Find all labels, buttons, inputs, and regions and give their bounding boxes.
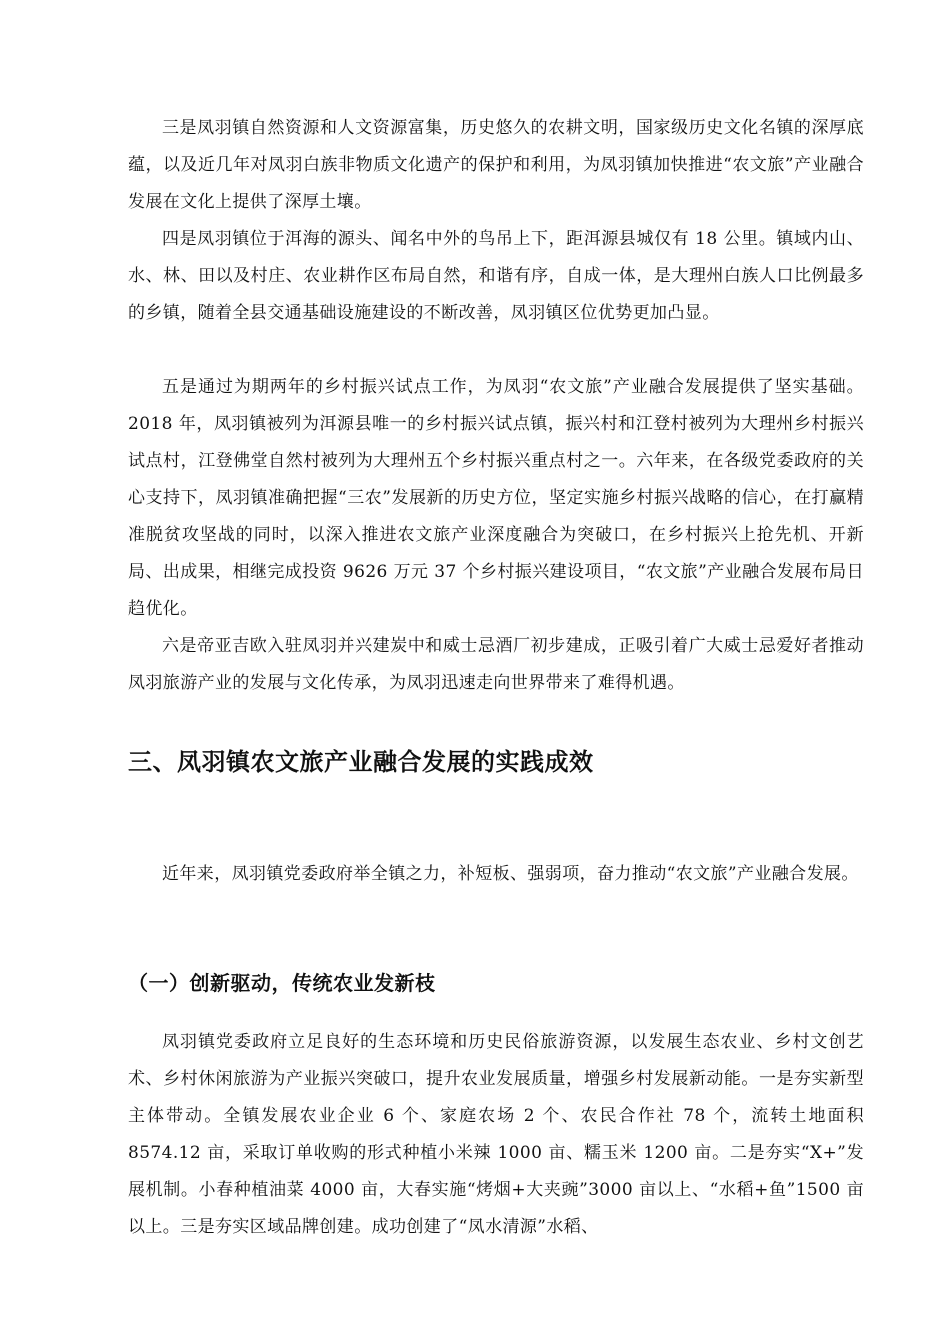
subsection-heading: （一）创新驱动，传统农业发新枝 (128, 971, 436, 995)
paragraph-location: 四是凤羽镇位于洱海的源头、闻名中外的鸟吊上下，距洱源县城仅有 18 公里。镇域内山、水、林、田以及村庄、农业耕作区布局自然，和谐有序，自成一体，是大理州白族人口比例最多的乡镇，随着全县交通基础设施建设的不断改善，凤羽镇区位优势更加凸显。 (128, 229, 864, 323)
subsection-paragraph: 凤羽镇党委政府立足良好的生态环境和历史民俗旅游资源，以发展生态农业、乡村文创艺术、乡村休闲旅游为产业振兴突破口，提升农业发展质量，增强乡村发展新动能。一是夯实新型主体带动。全镇发展农业企业 6 个、家庭农场 2 个、农民合作社 78 个，流转土地面积 8574.12 亩，采取订单收购的形式种植小米辣 1000 亩、糯玉米 1200 亩。二是夯实“X+”发展机制。小春种植油菜 4000 亩，大春实施“烤烟+大夹豌”3000 亩以上、“水稻+鱼”1500 亩以上。三是夯实区域品牌创建。成功创建了“凤水清源”水稻、 (128, 1032, 864, 1237)
paragraph-pilot: 五是通过为期两年的乡村振兴试点工作，为凤羽“农文旅”产业融合发展提供了坚实基础。2018 年，凤羽镇被列为洱源县唯一的乡村振兴试点镇，振兴村和江登村被列为大理州乡村振兴试点村，江登佛堂自然村被列为大理州五个乡村振兴重点村之一。六年来，在各级党委政府的关心支持下，凤羽镇准确把握“三农”发展新的历史方位，坚定实施乡村振兴战略的信心，在打赢精准脱贫攻坚战的同时，以深入推进农文旅产业深度融合为突破口，在乡村振兴上抢先机、开新局、出成果，相继完成投资 9626 万元 37 个乡村振兴建设项目，“农文旅”产业融合发展布局日趋优化。 (128, 377, 864, 619)
paragraph-resources: 三是凤羽镇自然资源和人文资源富集，历史悠久的农耕文明，国家级历史文化名镇的深厚底蕴，以及近几年对凤羽白族非物质文化遗产的保护和利用，为凤羽镇加快推进“农文旅”产业融合发展在文化上提供了深厚土壤。 (128, 118, 864, 212)
section-heading: 三、凤羽镇农文旅产业融合发展的实践成效 (128, 748, 594, 776)
paragraph-diageo: 六是帝亚吉欧入驻凤羽并兴建炭中和威士忌酒厂初步建成，正吸引着广大威士忌爱好者推动凤羽旅游产业的发展与文化传承，为凤羽迅速走向世界带来了难得机遇。 (128, 636, 864, 693)
section-intro-paragraph: 近年来，凤羽镇党委政府举全镇之力，补短板、强弱项，奋力推动“农文旅”产业融合发展。 (162, 864, 859, 884)
